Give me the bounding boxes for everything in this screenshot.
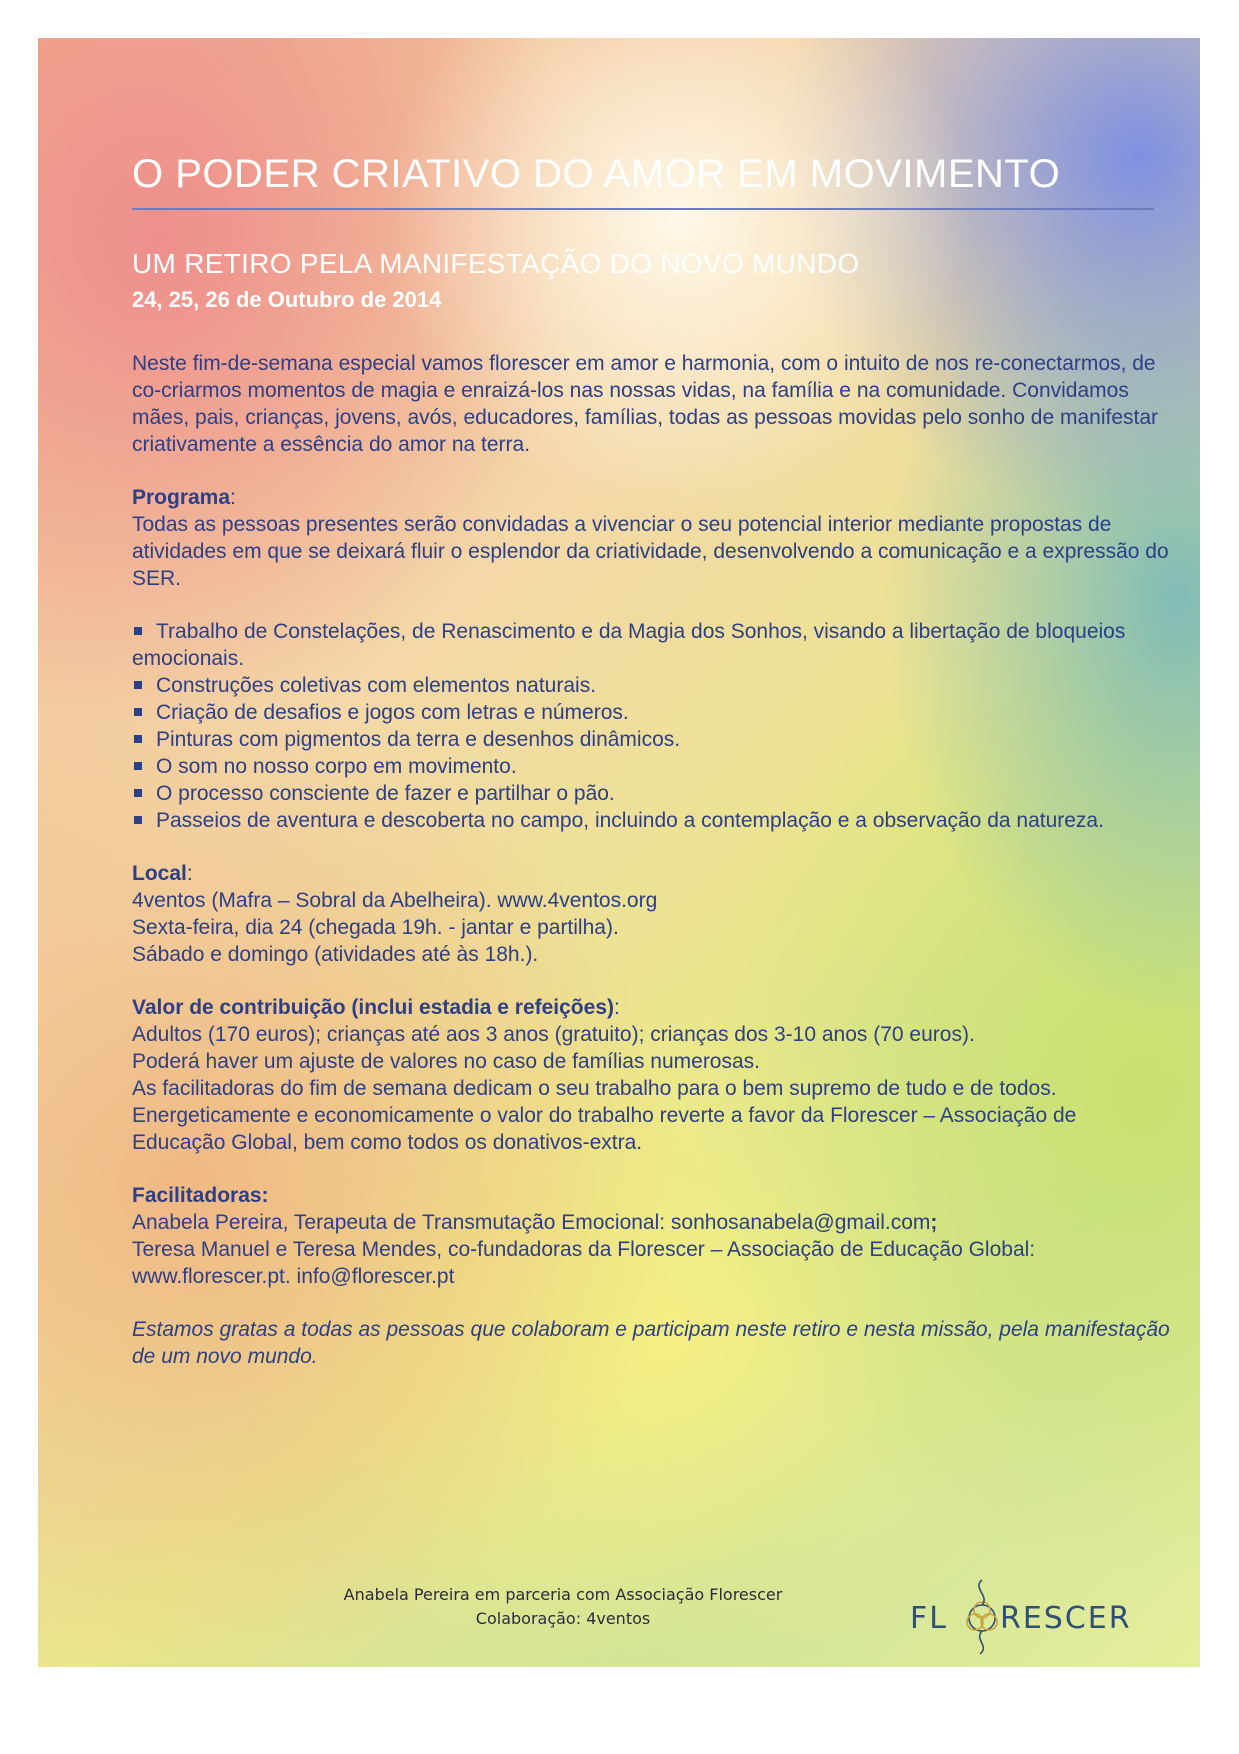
intro-paragraph: Neste fim-de-semana especial vamos florescer em amor e harmonia, com o intuito de nos re-conectarmos, de co-criarmos momentos de magia e enraizá-los nas nossas vidas, na família e na comunidade. Convidamos mães, pais, crianças, jovens, avós, educadores, famílias, todas as pessoas movidas pelo sonho de manifestar criativamente a essência do amor na terra.	[132, 352, 1159, 456]
poster	[38, 38, 1200, 1667]
list-item: Trabalho de Constelações, de Renascimento e da Magia dos Sonhos, visando a libertação de bloqueios emocionais.	[132, 620, 1126, 670]
programa-heading: Programa	[132, 486, 231, 509]
programa-list	[132, 618, 1172, 834]
square-bullet-icon	[134, 735, 142, 743]
facilitadoras-line: Teresa Manuel e Teresa Mendes, co-fundadoras da Florescer – Associação de Educação Global: www.florescer.pt. info@florescer.pt	[132, 1238, 1036, 1288]
logo-text-right: RESCER	[1000, 1601, 1132, 1636]
list-item: Construções coletivas com elementos naturais.	[132, 672, 1172, 699]
valor-heading: Valor de contribuição (inclui estadia e refeições)	[132, 996, 614, 1019]
event-dates: 24, 25, 26 de Outubro de 2014	[132, 287, 442, 312]
logo-text-left: FL	[910, 1601, 948, 1636]
local-heading: Local	[132, 862, 187, 885]
valor-heading-line: Valor de contribuição (inclui estadia e refeições):	[132, 996, 620, 1019]
local-line: 4ventos (Mafra – Sobral da Abelheira). www.4ventos.org	[132, 889, 658, 912]
page-title: O PODER CRIATIVO DO AMOR EM MOVIMENTO	[132, 152, 1061, 196]
closing-message: Estamos gratas a todas as pessoas que colaboram e participam neste retiro e nesta missão, pela manifestação de um novo mundo.	[132, 1318, 1170, 1368]
square-bullet-icon	[134, 816, 142, 824]
valor-line: Poderá haver um ajuste de valores no caso de famílias numerosas.	[132, 1050, 761, 1073]
square-bullet-icon	[134, 627, 142, 635]
facilitadoras-heading: Facilitadoras:	[132, 1184, 269, 1207]
square-bullet-icon	[134, 708, 142, 716]
square-bullet-icon	[134, 681, 142, 689]
list-item: O som no nosso corpo em movimento.	[132, 753, 1172, 780]
square-bullet-icon	[134, 789, 142, 797]
list-item: Pinturas com pigmentos da terra e desenhos dinâmicos.	[132, 726, 1172, 753]
valor-line: As facilitadoras do fim de semana dedicam o seu trabalho para o bem supremo de tudo e de todos. Energeticamente e economicamente o valor do trabalho reverte a favor da Florescer – Associação de Educação Global, bem como todos os donativos-extra.	[132, 1077, 1077, 1154]
footer-line: Anabela Pereira em parceria com Associação Florescer	[343, 1585, 783, 1604]
square-bullet-icon	[134, 762, 142, 770]
footer-line: Colaboração: 4ventos	[475, 1609, 651, 1628]
programa-text: Todas as pessoas presentes serão convidadas a vivenciar o seu potencial interior mediante propostas de atividades em que se deixará fluir o esplendor da criatividade, desenvolvendo a comunicação e a expressão do SER.	[132, 513, 1169, 590]
facilitadoras-line: Anabela Pereira, Terapeuta de Transmutação Emocional: sonhosanabela@gmail.com;	[132, 1211, 938, 1234]
programa-heading-line: Programa:	[132, 486, 236, 509]
title-divider	[132, 208, 1154, 210]
main-content	[132, 350, 1172, 1370]
flower-of-life-icon	[967, 1580, 997, 1654]
local-heading-line: Local:	[132, 862, 193, 885]
list-item: O processo consciente de fazer e partilhar o pão.	[132, 780, 1172, 807]
florescer-logo	[910, 1576, 1170, 1656]
list-item: Criação de desafios e jogos com letras e números.	[132, 699, 1172, 726]
page-subtitle: UM RETIRO PELA MANIFESTAÇÃO DO NOVO MUNDO	[132, 248, 860, 279]
local-line: Sexta-feira, dia 24 (chegada 19h. - jantar e partilha).	[132, 916, 619, 939]
valor-line: Adultos (170 euros); crianças até aos 3 anos (gratuito); crianças dos 3-10 anos (70 euros).	[132, 1023, 975, 1046]
local-line: Sábado e domingo (atividades até às 18h.).	[132, 943, 539, 966]
list-item: Passeios de aventura e descoberta no campo, incluindo a contemplação e a observação da natureza.	[132, 807, 1172, 834]
